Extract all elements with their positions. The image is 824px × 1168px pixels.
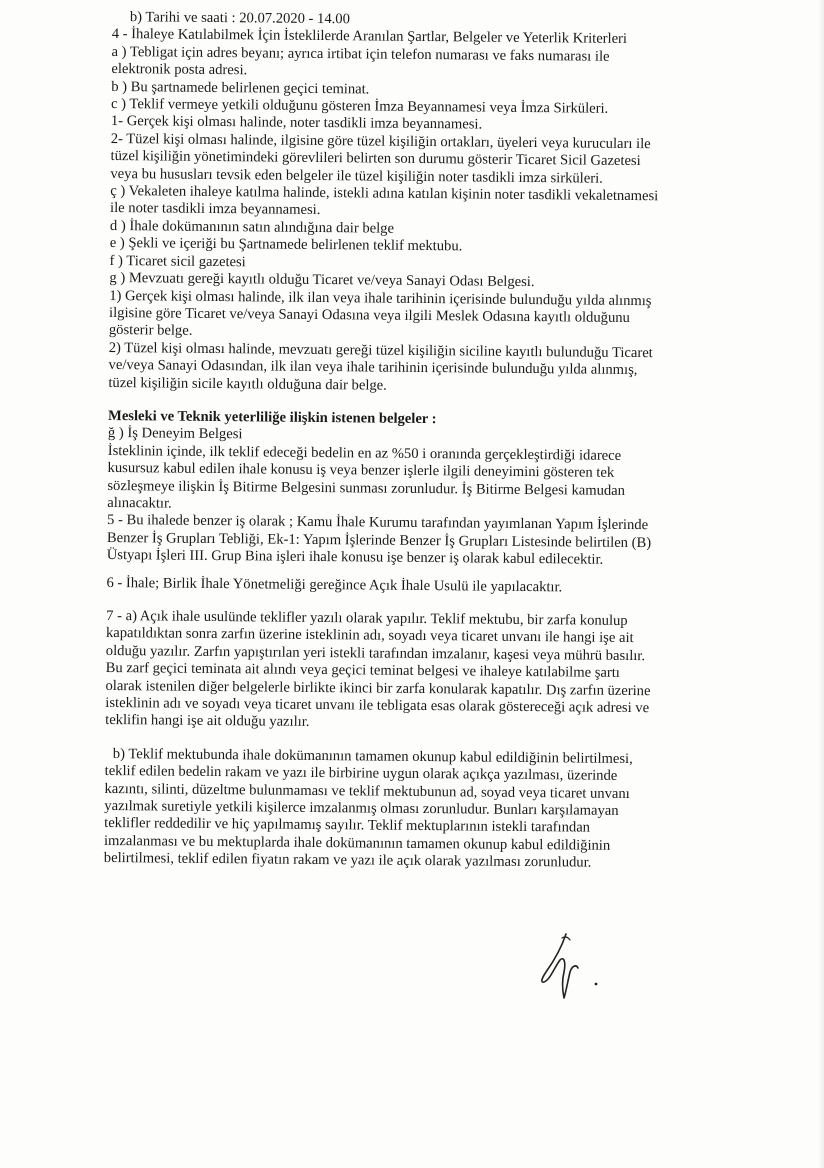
text-line: d ) İhale dokümanının satın alındığına dair belge (109, 217, 395, 237)
section-4-heading: 4 - İhaleye Katılabilmek İçin İsteklilerde Aranılan Şartlar, Belgeler ve Yeterlik Kriterleri (111, 26, 628, 48)
section-heading: Mesleki ve Teknik yeterliliğe ilişkin istenen belgeler : (108, 407, 437, 428)
text-line: 2) Tüzel kişi olması halinde, mevzuatı gereği tüzel kişiliğin siciline kayıtlı bulunduğu Ticaret (108, 339, 653, 361)
text-line: ve/veya Sanayi Odasından, ilk ilan veya ihale tarihinin içerisinde bulunduğu yılda alınmış, (108, 357, 638, 379)
text-line: kapatıldıktan sonra zarfın üzerine isteklinin adı, soyadı veya ticaret unvanı ile hangi işe ait (105, 625, 634, 647)
text-line: ğ ) İş Deneyim Belgesi (107, 425, 243, 443)
text-line: 7 - a) Açık ihale usulünde teklifler yazılı olarak yapılır. Teklif mektubu, bir zarfa konulup (106, 607, 628, 629)
text-line: ç ) Vekaleten ihaleye katılma halinde, istekli adına katılan kişinin noter tasdikli vekaletnamesi (110, 183, 659, 205)
signature-stroke (542, 934, 578, 998)
text-line: Üstyapı İşleri III. Grup Bina işleri ihale konusu işe benzer iş olarak kabul edilecektir. (106, 547, 604, 568)
text-line: İsteklinin içinde, ilk teklif edeceği bedelin en az %50 i oranında gerçekleştirdiği idarece (107, 442, 622, 464)
text-line: kazıntı, silinti, düzeltme bulunmaması ve teklif mektubunun ad, soyad veya ticaret unvanı (104, 780, 630, 802)
text-line: 2- Tüzel kişi olması halinde, ilgisine göre tüzel kişiliğin ortakları, üyeleri veya kurucuları ile (110, 130, 651, 153)
text-line: Benzer İş Grupları Tebliği, Ek-1: Yapım İşlerinde Benzer İş Grupları Listesinde belirtilen (B) (106, 529, 652, 551)
text-line: alınacaktır. (107, 494, 172, 512)
text-line: 5 - Bu ihalede benzer iş olarak ; Kamu İhale Kurumu tarafından yayımlanan Yapım İşlerinde (107, 512, 649, 534)
text-line: teklif edilen bedelin rakam ve yazı ile birbirine uygun olarak açıkça yazılması, üzerinde (104, 763, 618, 785)
text-line: sözleşmeye ilişkin İş Bitirme Belgesini sunması zorunludur. İş Bitirme Belgesi kamudan (107, 477, 626, 499)
text-line: 1- Gerçek kişi olması halinde, noter tasdikli imza beyannamesi. (110, 113, 483, 133)
tender-date-line: b) Tarihi ve saati : 20.07.2020 - 14.00 (129, 9, 351, 28)
text-line: b ) Bu şartnamede belirlenen geçici teminat. (111, 78, 370, 98)
signature-dot (595, 983, 598, 986)
document-body (104, 9, 708, 873)
text-line: e ) Şekli ve içeriği bu Şartnamede belirlenen teklif mektubu. (109, 235, 463, 255)
conditions-section (108, 9, 708, 398)
text-line: a ) Tebligat için adres beyanı; ayrıca irtibat için telefon numarası ve faks numarası ile (111, 43, 610, 65)
text-line: 1) Gerçek kişi olması halinde, ilk ilan veya ihale tarihinin içerisinde bulunduğu yılda alınmış (109, 287, 652, 309)
scan-edge-shadow (818, 0, 824, 1168)
item-7a-section (105, 608, 702, 736)
item-6-section (106, 575, 702, 598)
text-line: olduğu yazılır. Zarfın yapıştırılan yeri istekli tarafından imzalanır, kaşesi veya mührü basılır. (105, 642, 646, 664)
text-line: tüzel kişiliğin sicile kayıtlı olduğuna dair belge. (108, 374, 387, 394)
text-line: elektronik posta adresi. (111, 61, 248, 79)
text-line: imzalanması ve bu mektuplarda ihale dokümanının tamamen okunup kabul edildiğinin (103, 832, 611, 854)
text-line: c ) Teklif vermeye yetkili olduğunu gösteren İmza Beyannamesi veya İmza Sirküleri. (111, 96, 609, 117)
text-line: b) Teklif mektubunda ihale dokümanının tamamen okunup kabul edildiğinin belirtilmesi, (112, 745, 633, 767)
professional-qualification-section (107, 408, 704, 570)
item-7b-section (104, 746, 701, 874)
text-line: 6 - İhale; Birlik İhale Yönetmeliği gereğince Açık İhale Usulü ile yapılacaktır. (106, 574, 563, 595)
text-line: teklifler reddedilir ve hiç yapılmamış sayılır. Teklif mektuplarının istekli tarafından (104, 815, 591, 837)
text-line: kusursuz kabul edilen ihale konusu iş veya benzer işlerle ilgili deneyimini gösteren tek (107, 460, 615, 481)
text-line: f ) Ticaret sicil gazetesi (109, 252, 246, 270)
text-line: olarak istenilen diğer belgelerle birlikte ikinci bir zarfa konularak kapatılır. Dış zarfın üzerine (105, 677, 651, 699)
text-line: teklifin hangi işe ait olduğu yazılır. (105, 712, 310, 731)
handwritten-signature (532, 928, 622, 1003)
text-line: belirtilmesi, teklif edilen fiyatın rakam ve yazı ile açık olarak yazılması zorunludur. (103, 850, 592, 871)
text-line: isteklinin adı ve soyadı veya ticaret unvanı ile tebligata esas olarak göstereceği açık adresi ve (105, 694, 650, 717)
text-line: veya bu hususları tevsik eden belgeler ile tüzel kişiliğin noter tasdikli imza sirküleri. (110, 165, 603, 187)
text-line: ilgisine göre Ticaret ve/veya Sanayi Odasına veya ilgili Meslek Odasına kayıtlı olduğunu (109, 304, 630, 326)
text-line: yazılmak suretiyle yetkili kişilerce imzalanmış olması zorunludur. Bunları karşılamayan (104, 798, 619, 819)
text-line: tüzel kişiliğin yönetimindeki görevlileri belirten son durumu gösterir Ticaret Sicil Gazetesi (110, 148, 641, 170)
text-line: gösterir belge. (108, 322, 193, 340)
text-line: g ) Mevzuatı gereği kayıtlı olduğu Ticaret ve/veya Sanayi Odası Belgesi. (109, 270, 535, 291)
text-line: Bu zarf geçici teminata ait alındı veya geçici teminat belgesi ve ihaleye katılabilme şartı (105, 660, 620, 682)
text-line: ile noter tasdikli imza beyannamesi. (110, 200, 321, 219)
